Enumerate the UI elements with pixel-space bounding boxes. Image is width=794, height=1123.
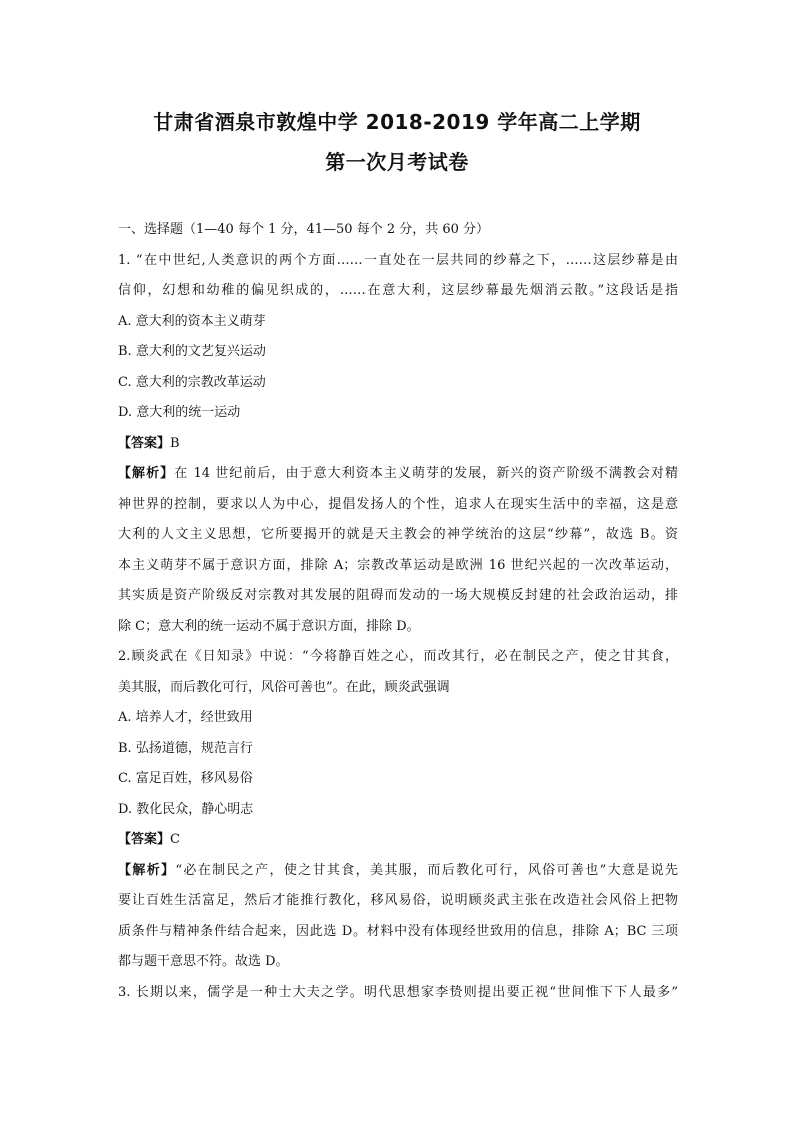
question-1-option-b: B. 意大利的文艺复兴运动 (118, 344, 266, 359)
question-1-option-a: A. 意大利的资本主义萌芽 (118, 313, 266, 329)
question-1-stem: 信仰，幻想和幼稚的偏见织成的，……在意大利，这层纱幕最先烟消云散。”这段话是指 (118, 283, 678, 298)
question-1-analysis: 其实质是资产阶级反对宗教对其发展的阻碍而发动的一场大规模反封建的社会政治运动，排 (118, 588, 678, 603)
question-1-stem: 1. “在中世纪,人类意识的两个方面……一直处在一层共同的纱幕之下，……这层纱幕是由 (118, 252, 678, 268)
exam-content (118, 215, 678, 1008)
question-1-analysis (118, 459, 678, 490)
question-1-option-d: D. 意大利的统一运动 (118, 405, 241, 420)
question-1-analysis: 大利的人文主义思想，它所要揭开的就是天主教会的神学统治的这层“纱幕”，故选 B。资 (118, 527, 678, 542)
analysis-tag: 【解析】 (118, 862, 176, 878)
question-3-stem: 3. 长期以来，儒学是一种士大夫之学。明代思想家李贽则提出要正视“世间惟下下人最多” (118, 984, 678, 1000)
question-2-analysis: 都与题干意思不符。故选 D。 (118, 954, 289, 969)
question-1-analysis: 本主义萌芽不属于意识方面，排除 A；宗教改革运动是欧洲 16 世纪兴起的一次改革运动， (118, 557, 678, 573)
question-2-option-a: A. 培养人才，经世致用 (118, 710, 253, 725)
analysis-text: 在 14 世纪前后，由于意大利资本主义萌芽的发展，新兴的资产阶级不满教会对精 (174, 466, 678, 481)
answer-value: B (170, 435, 180, 451)
question-2-analysis: 质条件与精神条件结合起来，因此选 D。材料中没有体现经世致用的信息，排除 A；BC 三项 (118, 923, 678, 939)
question-2-stem: 2.顾炎武在《日知录》中说：“今将静百姓之心，而改其行，必在制民之产，使之甘其食， (118, 649, 678, 664)
question-1-analysis: 神世界的控制，要求以人为中心，提倡发扬人的个性，追求人在现实生活中的幸福，这是意 (118, 496, 678, 512)
section-heading: 一、选择题（1—40 每个 1 分，41—50 每个 2 分，共 60 分） (118, 222, 490, 237)
question-2-analysis (118, 856, 678, 887)
analysis-tag: 【解析】 (118, 466, 175, 481)
question-1-analysis: 除 C；意大利的统一运动不属于意识方面，排除 D。 (118, 618, 420, 634)
question-2-stem: 美其服，而后教化可行，风俗可善也”。在此，顾炎武强调 (118, 679, 450, 695)
question-2-option-c: C. 富足百姓，移风易俗 (118, 771, 253, 786)
question-1-answer (118, 429, 678, 460)
exam-title: 甘肃省酒泉市敦煌中学 2018-2019 学年高二上学期 (153, 110, 641, 134)
question-1-option-c: C. 意大利的宗教改革运动 (118, 374, 266, 390)
question-2-option-d: D. 教化民众，静心明志 (118, 801, 254, 817)
question-2-analysis: 要让百姓生活富足，然后才能推行教化，移风易俗，说明顾炎武主张在改造社会风俗上把物 (118, 893, 678, 908)
exam-subtitle: 第一次月考试卷 (325, 150, 469, 174)
question-2-answer (118, 825, 678, 856)
answer-tag: 【答案】 (118, 435, 171, 451)
analysis-text: “必在制民之产，使之甘其食，美其服，而后教化可行，风俗可善也”大意是说先 (175, 862, 678, 878)
answer-tag: 【答案】 (118, 832, 171, 847)
question-2-option-b: B. 弘扬道德，规范言行 (118, 740, 253, 756)
answer-value: C (170, 832, 180, 847)
